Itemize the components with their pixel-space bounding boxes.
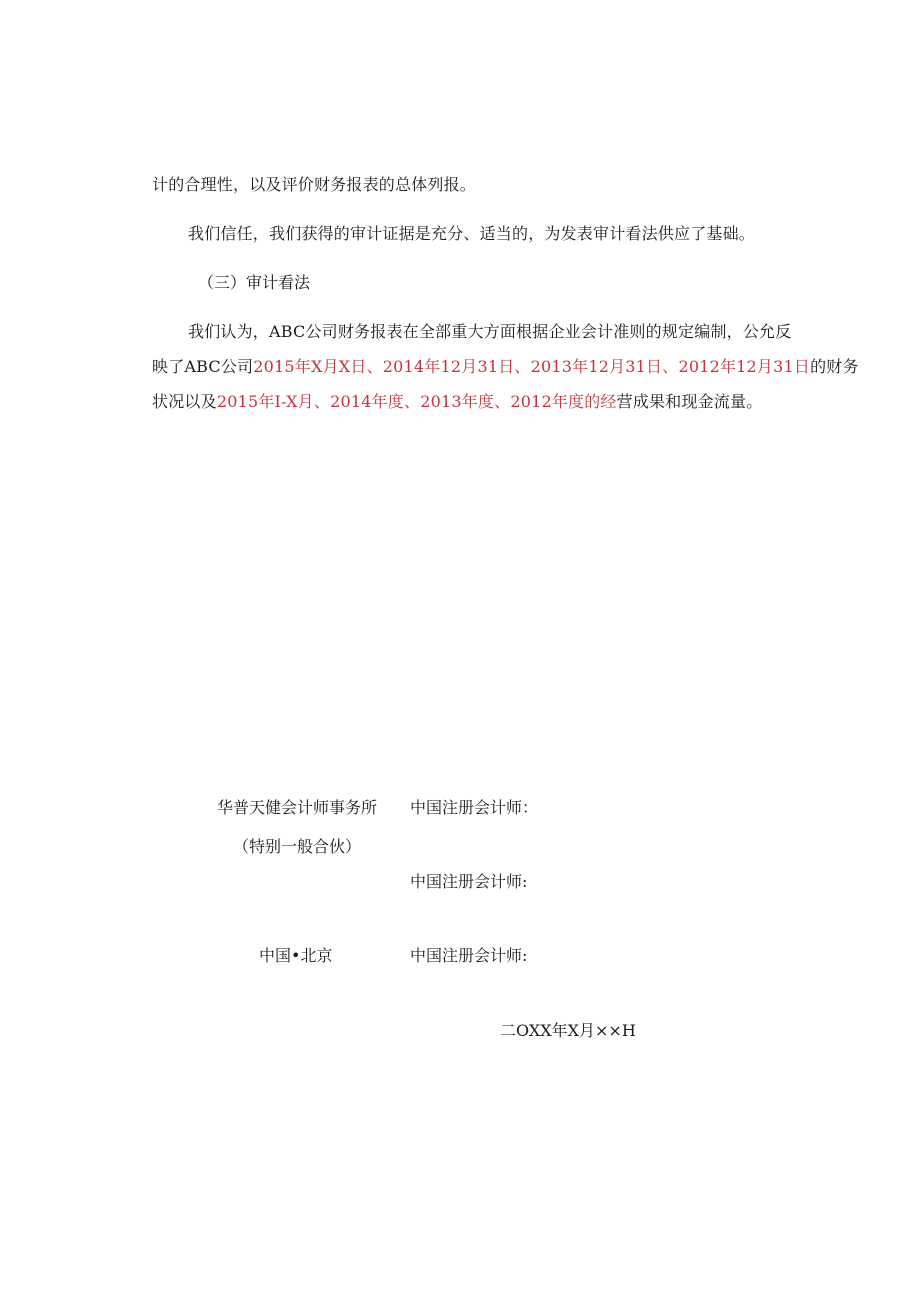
section-heading: （三）审计看法 [198, 273, 311, 292]
report-date: 二OXX年X月××H [500, 1021, 636, 1040]
opinion-line-2-dates: 2015年X月X日、2014年12月31日、2013年12月31日、2012年12月31日 [253, 357, 811, 376]
opinion-line-3 [152, 391, 762, 413]
cpa-signature-label-2: 中国注册会计师: [410, 872, 528, 891]
firm-type: （特别一般合伙） [233, 837, 362, 856]
opinion-line-3-end: 营成果和现金流量。 [616, 392, 763, 411]
body-line-1: 计的合理性，以及评价财务报表的总体列报。 [152, 175, 477, 194]
cpa-signature-label-1: 中国注册会计师： [410, 798, 539, 817]
cpa-signature-label-3: 中国注册会计师: [410, 946, 528, 965]
opinion-line-3-periods: 2015年I-X月、2014年度、2013年度、2012年度的经 [216, 392, 617, 411]
body-line-2: 我们信任，我们获得的审计证据是充分、适当的，为发表审计看法供应了基础。 [188, 224, 756, 243]
opinion-line-2 [152, 356, 859, 378]
opinion-line-2-start: 映了ABC公司 [152, 357, 254, 376]
opinion-line-2-end: 的财务 [810, 357, 859, 376]
opinion-line-3-start: 状况以及 [152, 392, 217, 411]
opinion-line-1: 我们认为，ABC公司财务报表在全部重大方面根据企业会计准则的规定编制，公允反 [188, 322, 792, 341]
firm-location: 中国•北京 [259, 946, 333, 965]
firm-name: 华普天健会计师事务所 [217, 798, 378, 817]
